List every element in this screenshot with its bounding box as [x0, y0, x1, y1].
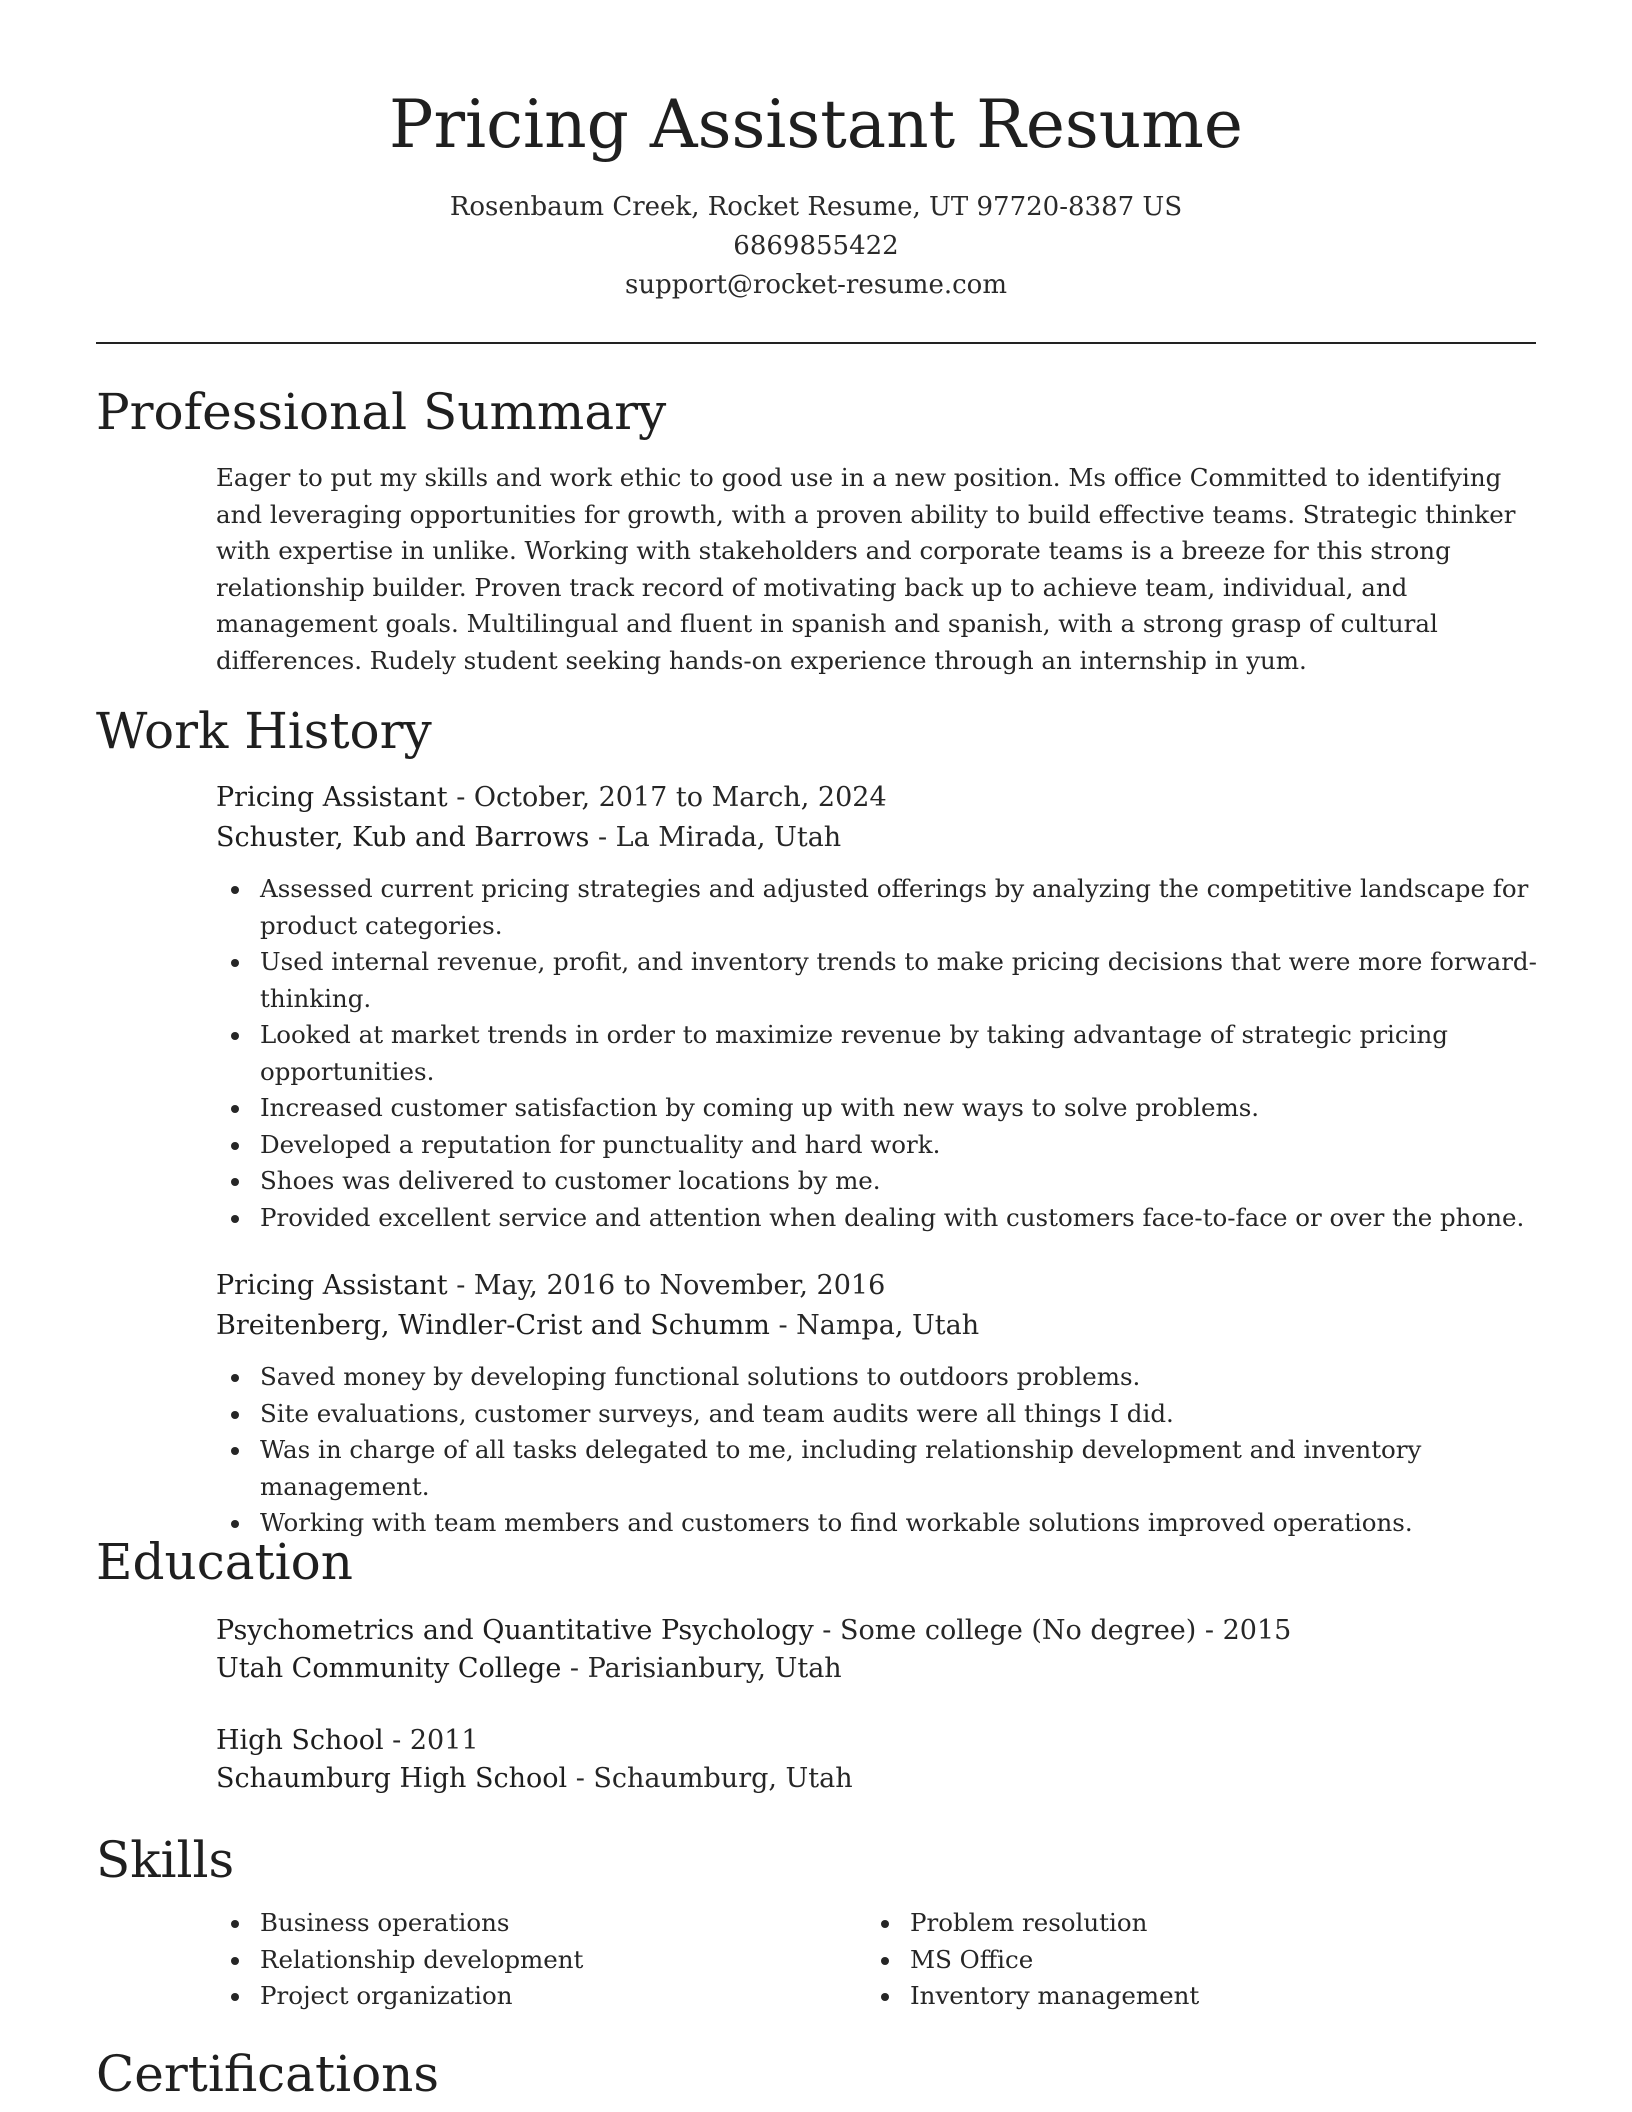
section-heading-work-history: Work History [96, 702, 432, 760]
job-1-title-line [216, 778, 887, 818]
education-1-school: Utah Community College [216, 1653, 562, 1684]
job-2-duties [216, 1359, 1590, 1542]
contact-email: support@rocket-resume.com [624, 270, 1007, 300]
education-2-detail: - 2011 [383, 1725, 479, 1756]
job-1-title: Pricing Assistant [216, 782, 448, 813]
section-heading-education: Education [96, 1533, 353, 1591]
education-2-program: High School [216, 1725, 384, 1756]
education-1-detail: - Some college (No degree) - 2015 [813, 1615, 1292, 1646]
contact-address: Rosenbaum Creek, Rocket Resume, UT 97720-8387 US [449, 192, 1183, 222]
list-item: Saved money by developing functional solutions to outdoors problems. [260, 1359, 1590, 1396]
education-1-program-line [216, 1611, 1291, 1651]
list-item: Provided excellent service and attention when dealing with customers face-to-face or over the phone. [260, 1200, 1590, 1237]
job-2-company: Breitenberg, Windler-Crist and Schumm [216, 1310, 770, 1341]
skills-list-right [866, 1905, 1632, 2015]
education-2-program-line [216, 1721, 479, 1761]
summary-text: Eager to put my skills and work ethic to good use in a new position. Ms office Committed to identifying and leveraging opportunities for growth, with a proven ability to build effective teams. Strategic thinker with expertise in unlike. Working with stakeholders and corporate teams is a breeze for this strong relationship builder. Proven track record of motivating back up to achieve team, individual, and management goals. Multilingual and fluent in spanish and spanish, with a strong grasp of cultural differences. Rudely student seeking hands-on experience through an internship in yum. [216, 463, 1516, 675]
job-2-title: Pricing Assistant [216, 1270, 448, 1301]
section-heading-skills: Skills [96, 1831, 235, 1889]
list-item: Developed a reputation for punctuality and hard work. [260, 1127, 1590, 1164]
list-item: Was in charge of all tasks delegated to me, including relationship development and inventory management. [260, 1432, 1590, 1505]
job-2-company-line [216, 1306, 979, 1346]
job-1-dates: - October, 2017 to March, 2024 [447, 782, 887, 813]
education-2-location: - Schaumburg, Utah [567, 1763, 853, 1794]
education-2-school-line [216, 1759, 853, 1799]
contact-phone: 6869855422 [733, 231, 899, 261]
header-divider [96, 342, 1536, 344]
list-item: Site evaluations, customer surveys, and team audits were all things I did. [260, 1396, 1590, 1433]
job-2-location: - Nampa, Utah [769, 1310, 980, 1341]
list-item: Working with team members and customers to find workable solutions improved operations. [260, 1505, 1590, 1542]
job-2-title-line [216, 1266, 885, 1306]
education-2-school: Schaumburg High School [216, 1763, 568, 1794]
job-1-company: Schuster, Kub and Barrows [216, 822, 590, 853]
resume-title: Pricing Assistant Resume [389, 86, 1243, 163]
list-item: Increased customer satisfaction by coming up with new ways to solve problems. [260, 1090, 1590, 1127]
list-item: Used internal revenue, profit, and inventory trends to make pricing decisions that were more forward-thinking. [260, 944, 1590, 1017]
job-2-dates: - May, 2016 to November, 2016 [447, 1270, 886, 1301]
resume-header [0, 82, 1632, 305]
list-item: Shoes was delivered to customer locations by me. [260, 1163, 1590, 1200]
skill-item: Problem resolution [910, 1905, 1632, 1942]
skill-item: Relationship development [260, 1942, 1590, 1979]
education-1-location: - Parisianbury, Utah [561, 1653, 842, 1684]
list-item: Assessed current pricing strategies and adjusted offerings by analyzing the competitive landscape for product categories. [260, 871, 1590, 944]
job-1-location: - La Mirada, Utah [589, 822, 842, 853]
skill-item: MS Office [910, 1942, 1632, 1979]
skill-item: Inventory management [910, 1978, 1632, 2015]
education-1-school-line [216, 1649, 842, 1689]
skill-item: Business operations [260, 1905, 1590, 1942]
contact-info [0, 188, 1632, 305]
section-heading-summary: Professional Summary [96, 383, 667, 441]
job-1-company-line [216, 818, 841, 858]
job-1-duties [216, 871, 1590, 1236]
section-heading-certifications: Certifications [96, 2045, 440, 2103]
list-item: Looked at market trends in order to maximize revenue by taking advantage of strategic pricing opportunities. [260, 1017, 1590, 1090]
education-1-program: Psychometrics and Quantitative Psychology [216, 1615, 814, 1646]
skill-item: Project organization [260, 1978, 1590, 2015]
